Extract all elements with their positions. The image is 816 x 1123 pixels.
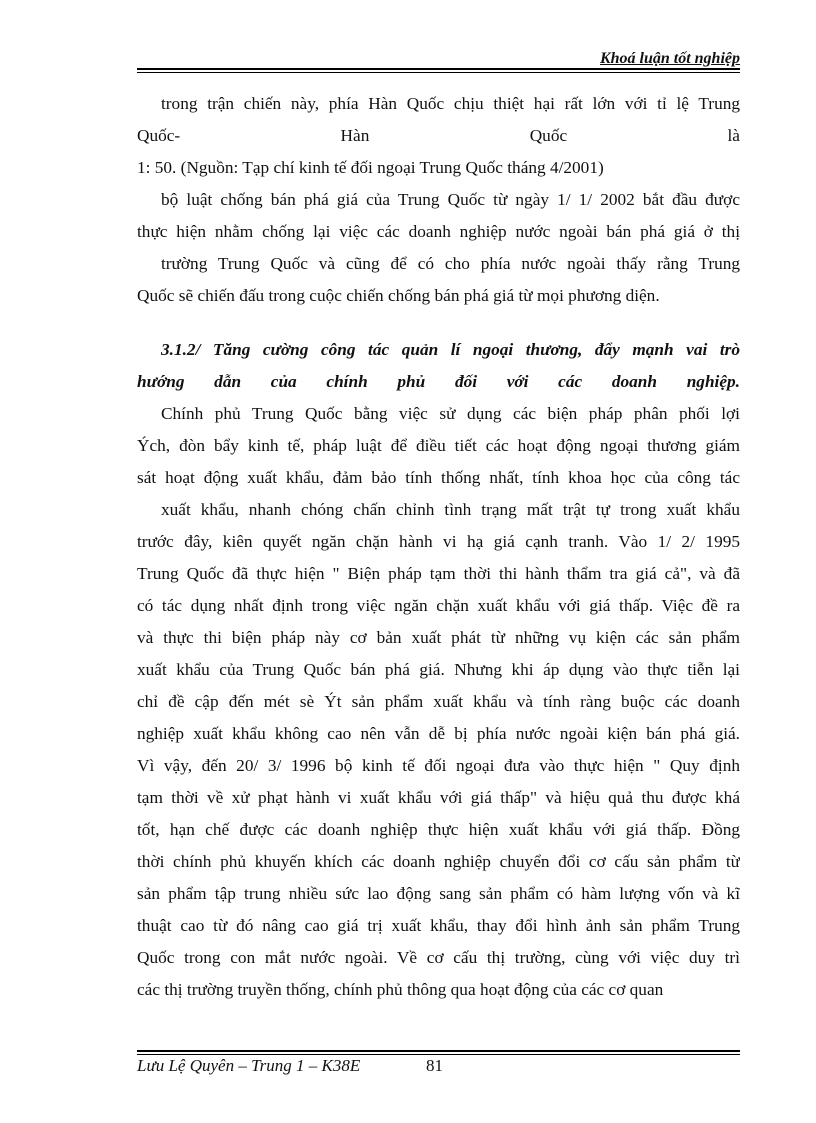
text-line: chỉ đề cập đến mét sè Ýt sản phẩm xuất khẩu và tính ràng buộc các doanh xyxy=(137,692,740,711)
header-rule-thin xyxy=(137,72,740,73)
section-heading: 3.1.2/ Tăng cường công tác quản lí ngoại thương, đẩy mạnh vai trò xyxy=(161,340,740,359)
word: Quốc xyxy=(529,126,568,145)
text-line-spread xyxy=(137,120,740,152)
word: là xyxy=(727,126,740,145)
page-number: 81 xyxy=(426,1056,443,1075)
text-line: bộ luật chống bán phá giá của Trung Quốc từ ngày 1/ 1/ 2002 bắt đầu được xyxy=(161,190,740,209)
word: Quốc- xyxy=(137,126,181,145)
text-line: Quốc trong con mắt nước ngoài. Về cơ cấu thị trường, cùng với việc duy trì xyxy=(137,948,740,967)
text-line: nghiệp xuất khẩu không cao nên vẫn dễ bị phía nước ngoài kiện bán phá giá. xyxy=(137,724,740,743)
spacer xyxy=(137,312,740,334)
text-line: trong trận chiến này, phía Hàn Quốc chịu thiệt hại rất lớn với tỉ lệ Trung xyxy=(161,94,740,113)
text-line: Trung Quốc đã thực hiện " Biện pháp tạm thời thi hành thẩm tra giá cả", và đã xyxy=(137,564,740,583)
footer-author: Lưu Lệ Quyên – Trung 1 – K38E xyxy=(137,1056,361,1075)
source-citation: 1: 50. (Nguồn: Tạp chí kinh tế đối ngoại Trung Quốc tháng 4/2001) xyxy=(137,158,604,177)
footer-rule-thin xyxy=(137,1054,740,1055)
header-title: Khoá luận tốt nghiệp xyxy=(599,50,740,67)
text-line: Chính phủ Trung Quốc bằng việc sử dụng các biện pháp phân phối lợi xyxy=(161,404,740,423)
text-line: Ých, đòn bẩy kinh tế, pháp luật để điều tiết các hoạt động ngoại thương giám xyxy=(137,436,740,455)
footer-rule xyxy=(137,1050,740,1052)
section-heading-cont: hướng dẫn của chính phủ đối với các doanh nghiệp. xyxy=(137,372,740,391)
text-line: thực hiện nhằm chống lại việc các doanh nghiệp nước ngoài bán phá giá ở thị xyxy=(137,222,740,241)
text-line: các thị trường truyền thống, chính phủ thông qua hoạt động của các cơ quan xyxy=(137,980,664,999)
text-line: trước đây, kiên quyết ngăn chặn hành vi hạ giá cạnh tranh. Vào 1/ 2/ 1995 xyxy=(137,532,740,551)
text-line: sản phẩm tập trung nhiều sức lao động sang sản phẩm có hàm lượng vốn và kĩ xyxy=(137,884,740,903)
text-line: Vì vậy, đến 20/ 3/ 1996 bộ kinh tế đối ngoại đưa vào thực hiện " Quy định xyxy=(137,756,740,775)
text-line: xuất khẩu của Trung Quốc bán phá giá. Nhưng khi áp dụng vào thực tiễn lại xyxy=(137,660,740,679)
word: Hàn xyxy=(340,126,370,145)
text-line: sát hoạt động xuất khẩu, đảm bảo tính thống nhất, tính khoa học của công tác xyxy=(137,468,740,487)
page-body xyxy=(137,88,740,1006)
text-line: tạm thời về xử phạt hành vi xuất khẩu với giá thấp" và hiệu quả thu được khá xyxy=(137,788,740,807)
text-line: thuật cao từ đó nâng cao giá trị xuất khẩu, thay đổi hình ảnh sản phẩm Trung xyxy=(137,916,740,935)
text-line: thời chính phủ khuyến khích các doanh nghiệp chuyển đổi cơ cấu sản phẩm từ xyxy=(137,852,740,871)
text-line: tốt, hạn chế được các doanh nghiệp thực hiện xuất khẩu với giá thấp. Đồng xyxy=(137,820,740,839)
text-line: trường Trung Quốc và cũng để có cho phía nước ngoài thấy rằng Trung xyxy=(161,254,740,273)
text-line: Quốc sẽ chiến đấu trong cuộc chiến chống bán phá giá từ mọi phương diện. xyxy=(137,286,660,305)
text-line: và thực thi biện pháp này cơ bản xuất phát từ những vụ kiện các sản phẩm xyxy=(137,628,740,647)
text-line: có tác dụng nhất định trong việc ngăn chặn xuất khẩu với giá thấp. Việc đề ra xyxy=(137,596,740,615)
header-rule xyxy=(137,68,740,70)
text-line: xuất khẩu, nhanh chóng chấn chỉnh tình trạng mất trật tự trong xuất khẩu xyxy=(161,500,740,519)
